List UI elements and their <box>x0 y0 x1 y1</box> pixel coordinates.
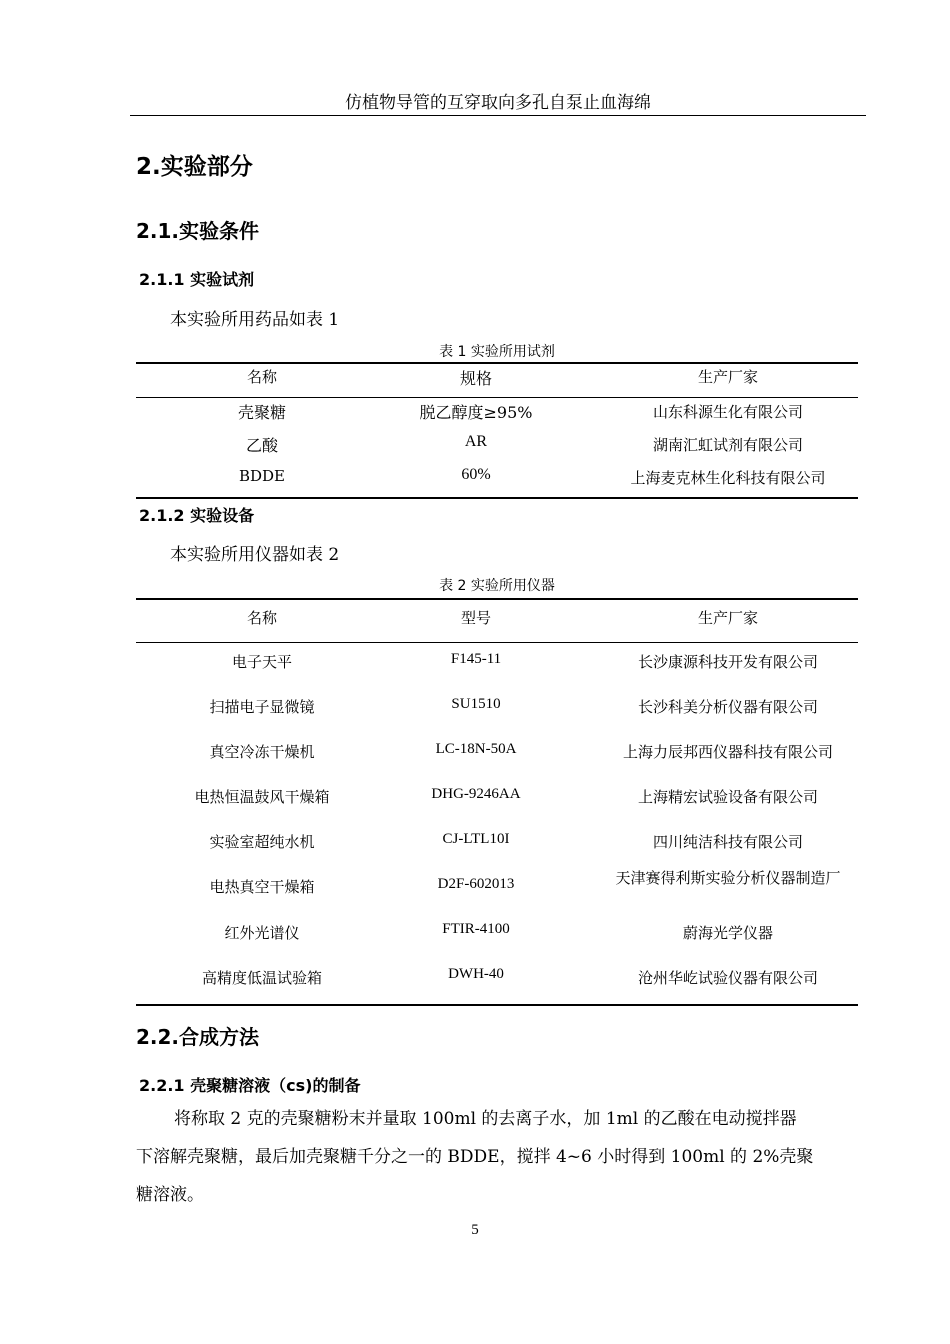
table-cell: 上海力辰邦西仪器科技有限公司 <box>622 743 833 761</box>
table-cell: 电热恒温鼓风干燥箱 <box>194 788 330 806</box>
paragraph-line: 糖溶液。 <box>136 1185 204 1205</box>
table-cell: 实验室超纯水机 <box>209 833 315 851</box>
table-2-header-maker: 生产厂家 <box>697 609 758 627</box>
table-cell: FTIR-4100 <box>442 921 510 937</box>
table-cell: 脱乙醇度≥95% <box>419 403 533 422</box>
table-cell: 壳聚糖 <box>237 403 286 422</box>
table-cell: 上海精宏试验设备有限公司 <box>637 788 818 806</box>
section-2-1-1-heading: 2.1.1 实验试剂 <box>139 270 255 289</box>
table-cell: 扫描电子显微镜 <box>209 698 315 716</box>
table-cell: 乙酸 <box>245 436 278 455</box>
table-cell: 电子天平 <box>231 653 292 671</box>
table-cell: 上海麦克林生化科技有限公司 <box>630 469 826 487</box>
equipment-intro: 本实验所用仪器如表 2 <box>170 545 340 565</box>
table-2-header-rule <box>136 642 858 643</box>
reagents-intro: 本实验所用药品如表 1 <box>170 310 340 330</box>
table-1-header-maker: 生产厂家 <box>697 368 758 386</box>
table-cell: 电热真空干燥箱 <box>209 878 315 896</box>
running-header: 仿植物导管的互穿取向多孔自泵止血海绵 <box>345 93 651 113</box>
table-cell: 四川纯洁科技有限公司 <box>652 833 803 851</box>
header-rule <box>130 115 866 116</box>
table-cell: 山东科源生化有限公司 <box>652 403 803 421</box>
table-1-header-spec: 规格 <box>459 369 492 388</box>
table-cell: DWH-40 <box>448 966 504 982</box>
table-cell: 长沙康源科技开发有限公司 <box>637 653 818 671</box>
table-cell: LC-18N-50A <box>435 741 517 757</box>
table-2-bottom-rule <box>136 1004 858 1006</box>
table-1-header-name: 名称 <box>246 368 277 386</box>
table-cell: F145-11 <box>450 651 502 667</box>
table-cell: 红外光谱仪 <box>224 924 300 942</box>
table-cell: AR <box>464 433 488 450</box>
table-cell: CJ-LTL10I <box>442 831 510 847</box>
table-cell: 真空冷冻干燥机 <box>209 743 315 761</box>
table-2-caption: 表 2 实验所用仪器 <box>439 578 555 594</box>
table-1-bottom-rule <box>136 497 858 499</box>
section-2-1-2-heading: 2.1.2 实验设备 <box>139 506 255 525</box>
paragraph-line: 下溶解壳聚糖，最后加壳聚糖千分之一的 BDDE，搅拌 4~6 小时得到 100ml 的 2%壳聚 <box>136 1147 814 1167</box>
table-1-top-rule <box>136 362 858 364</box>
table-cell: 蔚海光学仪器 <box>682 924 773 942</box>
page-number: 5 <box>471 1222 479 1238</box>
section-2-1-heading: 2.1.实验条件 <box>136 219 260 243</box>
table-2-top-rule <box>136 598 858 600</box>
paragraph-line: 将称取 2 克的壳聚糖粉末并量取 100ml 的去离子水，加 1ml 的乙酸在电动搅拌器 <box>174 1109 797 1129</box>
table-cell: 高精度低温试验箱 <box>201 969 322 987</box>
table-1-caption: 表 1 实验所用试剂 <box>439 344 555 360</box>
table-cell: DHG-9246AA <box>431 786 521 802</box>
table-2-header-name: 名称 <box>246 609 277 627</box>
table-2-header-model: 型号 <box>460 609 491 627</box>
section-2-heading: 2.实验部分 <box>136 154 253 180</box>
table-cell: 60% <box>461 466 491 483</box>
table-cell: BDDE <box>238 467 286 485</box>
section-2-2-heading: 2.2.合成方法 <box>136 1025 260 1049</box>
section-2-2-1-heading: 2.2.1 壳聚糖溶液（cs)的制备 <box>139 1076 361 1095</box>
table-cell: 长沙科美分析仪器有限公司 <box>637 698 818 716</box>
table-cell: SU1510 <box>451 696 501 712</box>
table-1-header-rule <box>136 397 858 398</box>
chitosan-prep-paragraph <box>136 1100 858 1214</box>
table-cell: D2F-602013 <box>437 876 515 892</box>
table-cell: 湖南汇虹试剂有限公司 <box>652 436 803 454</box>
table-cell: 天津赛得利斯实验分析仪器制造厂 <box>615 869 841 887</box>
table-cell: 沧州华屹试验仪器有限公司 <box>637 969 818 987</box>
